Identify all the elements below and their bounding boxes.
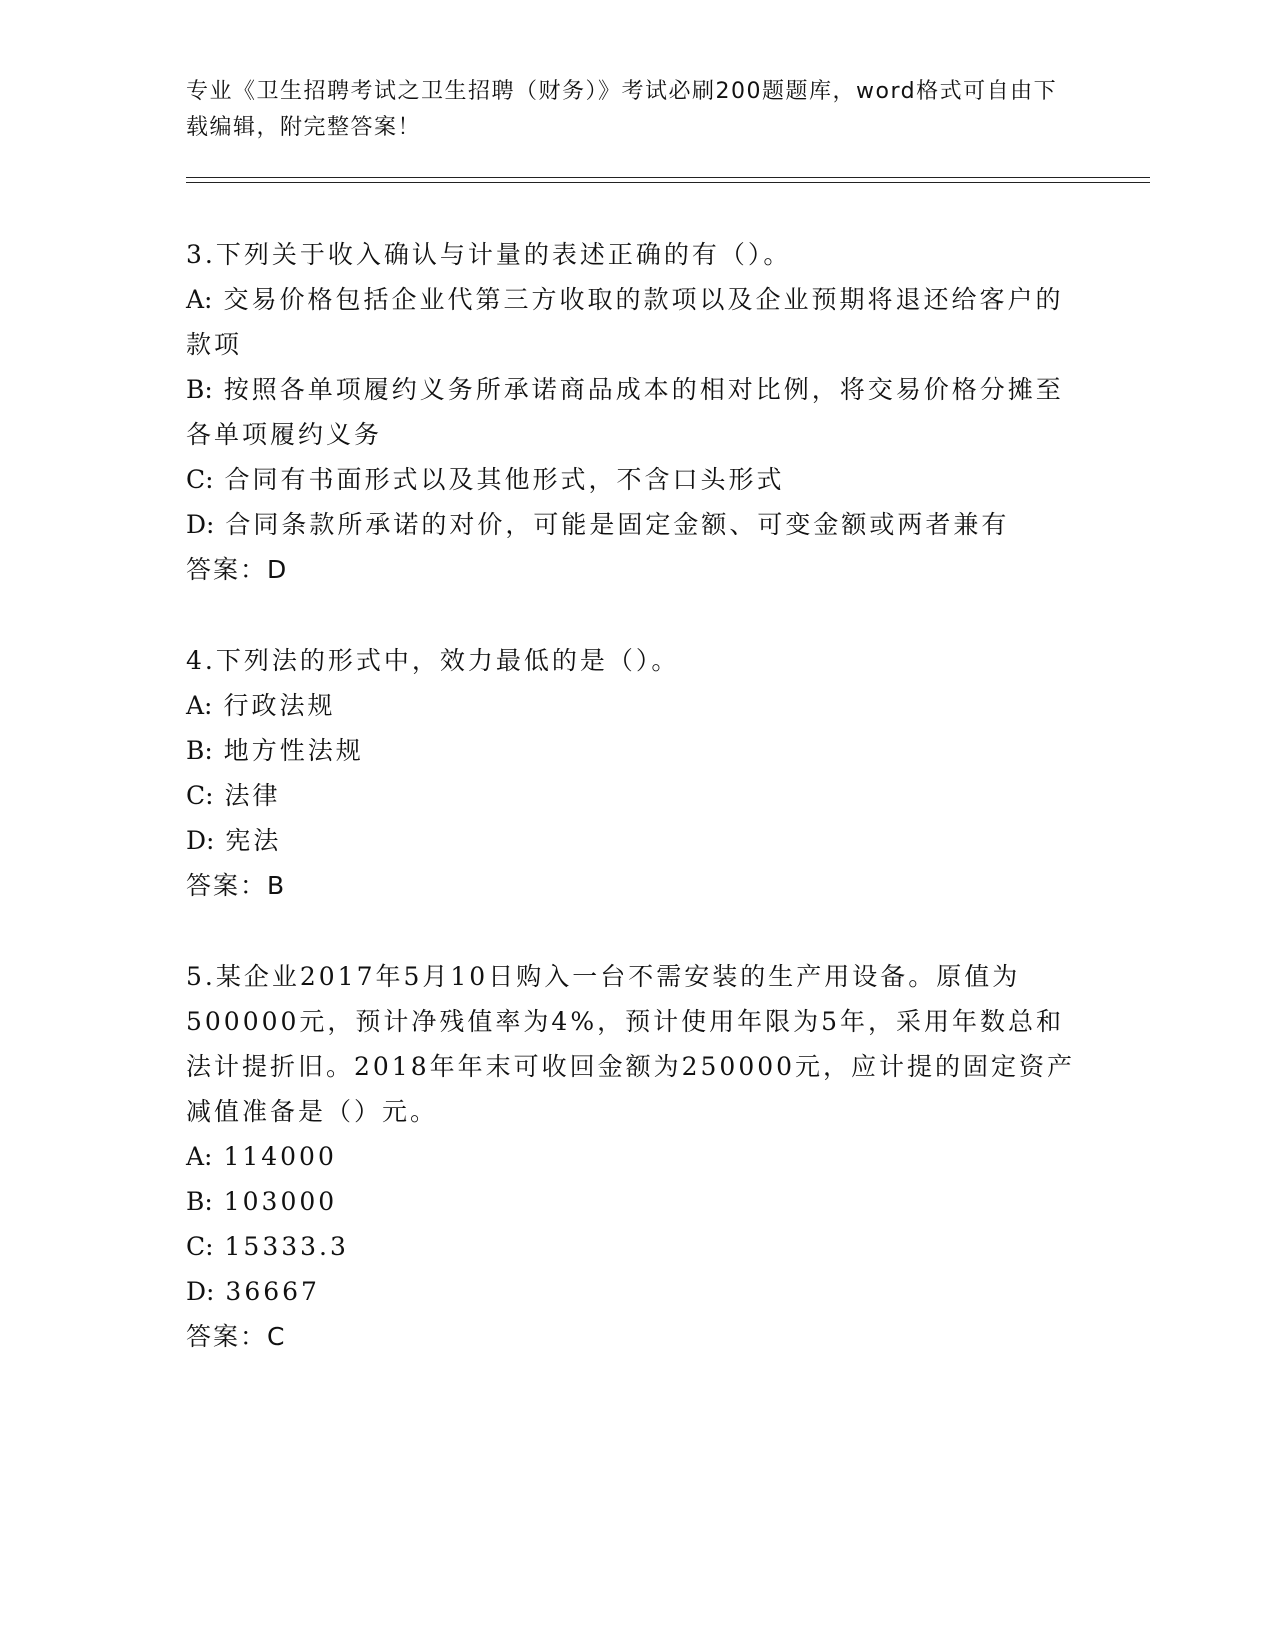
option-a [186,1134,1086,1179]
option-text: 按照各单项履约义务所承诺商品成本的相对比例，将交易价格分摊至各单项履约义务 [186,375,1064,449]
option-text: 36667 [225,1277,320,1306]
option-d [186,502,1086,547]
question-item [186,232,1086,592]
question-item [186,954,1086,1359]
option-label: A: [186,285,213,314]
option-text: 合同有书面形式以及其他形式，不含口头形式 [224,465,785,494]
option-text: 15333.3 [224,1232,349,1261]
answer-line: 答案：B [186,871,287,900]
option-b [186,367,1086,457]
option-c [186,1224,1086,1269]
option-label: D: [186,510,215,539]
question-item [186,638,1086,908]
option-text: 地方性法规 [223,736,364,765]
question-list [186,232,1086,1405]
option-text: 103000 [223,1187,338,1216]
option-text: 合同条款所承诺的对价，可能是固定金额、可变金额或两者兼有 [225,510,1010,539]
option-label: A: [186,691,213,720]
option-d [186,1269,1086,1314]
option-label: D: [186,826,215,855]
option-text: 行政法规 [223,691,336,720]
option-c [186,457,1086,502]
option-text: 宪法 [225,826,282,855]
option-label: B: [186,736,213,765]
option-label: B: [186,1187,213,1216]
question-stem: 4.下列法的形式中，效力最低的是（）。 [186,646,680,675]
option-label: C: [186,1232,214,1261]
question-stem: 3.下列关于收入确认与计量的表述正确的有（）。 [186,240,792,269]
option-b [186,1179,1086,1224]
option-text: 交易价格包括企业代第三方收取的款项以及企业预期将退还给客户的款项 [186,285,1064,359]
option-label: C: [186,465,214,494]
option-text: 法律 [224,781,281,810]
document-header: 专业《卫生招聘考试之卫生招聘（财务）》考试必刷200题题库，word格式可自由下载编辑，附完整答案！ [186,79,1058,140]
header-rule-top [186,177,1150,178]
option-b [186,728,1086,773]
option-label: D: [186,1277,215,1306]
answer-line: 答案：C [186,1322,287,1351]
header-rule-bottom [186,182,1150,183]
answer-line: 答案：D [186,555,289,584]
option-label: B: [186,375,213,404]
option-text: 114000 [223,1142,337,1171]
question-stem: 5.某企业2017年5月10日购入一台不需安装的生产用设备。原值为500000元，预计净残值率为4%，预计使用年限为5年，采用年数总和法计提折旧。2018年年末可收回金额为250000元，应计提的固定资产减值准备是（）元。 [186,962,1076,1126]
option-label: A: [186,1142,213,1171]
option-a [186,277,1086,367]
option-a [186,683,1086,728]
option-d [186,818,1086,863]
option-label: C: [186,781,214,810]
option-c [186,773,1086,818]
